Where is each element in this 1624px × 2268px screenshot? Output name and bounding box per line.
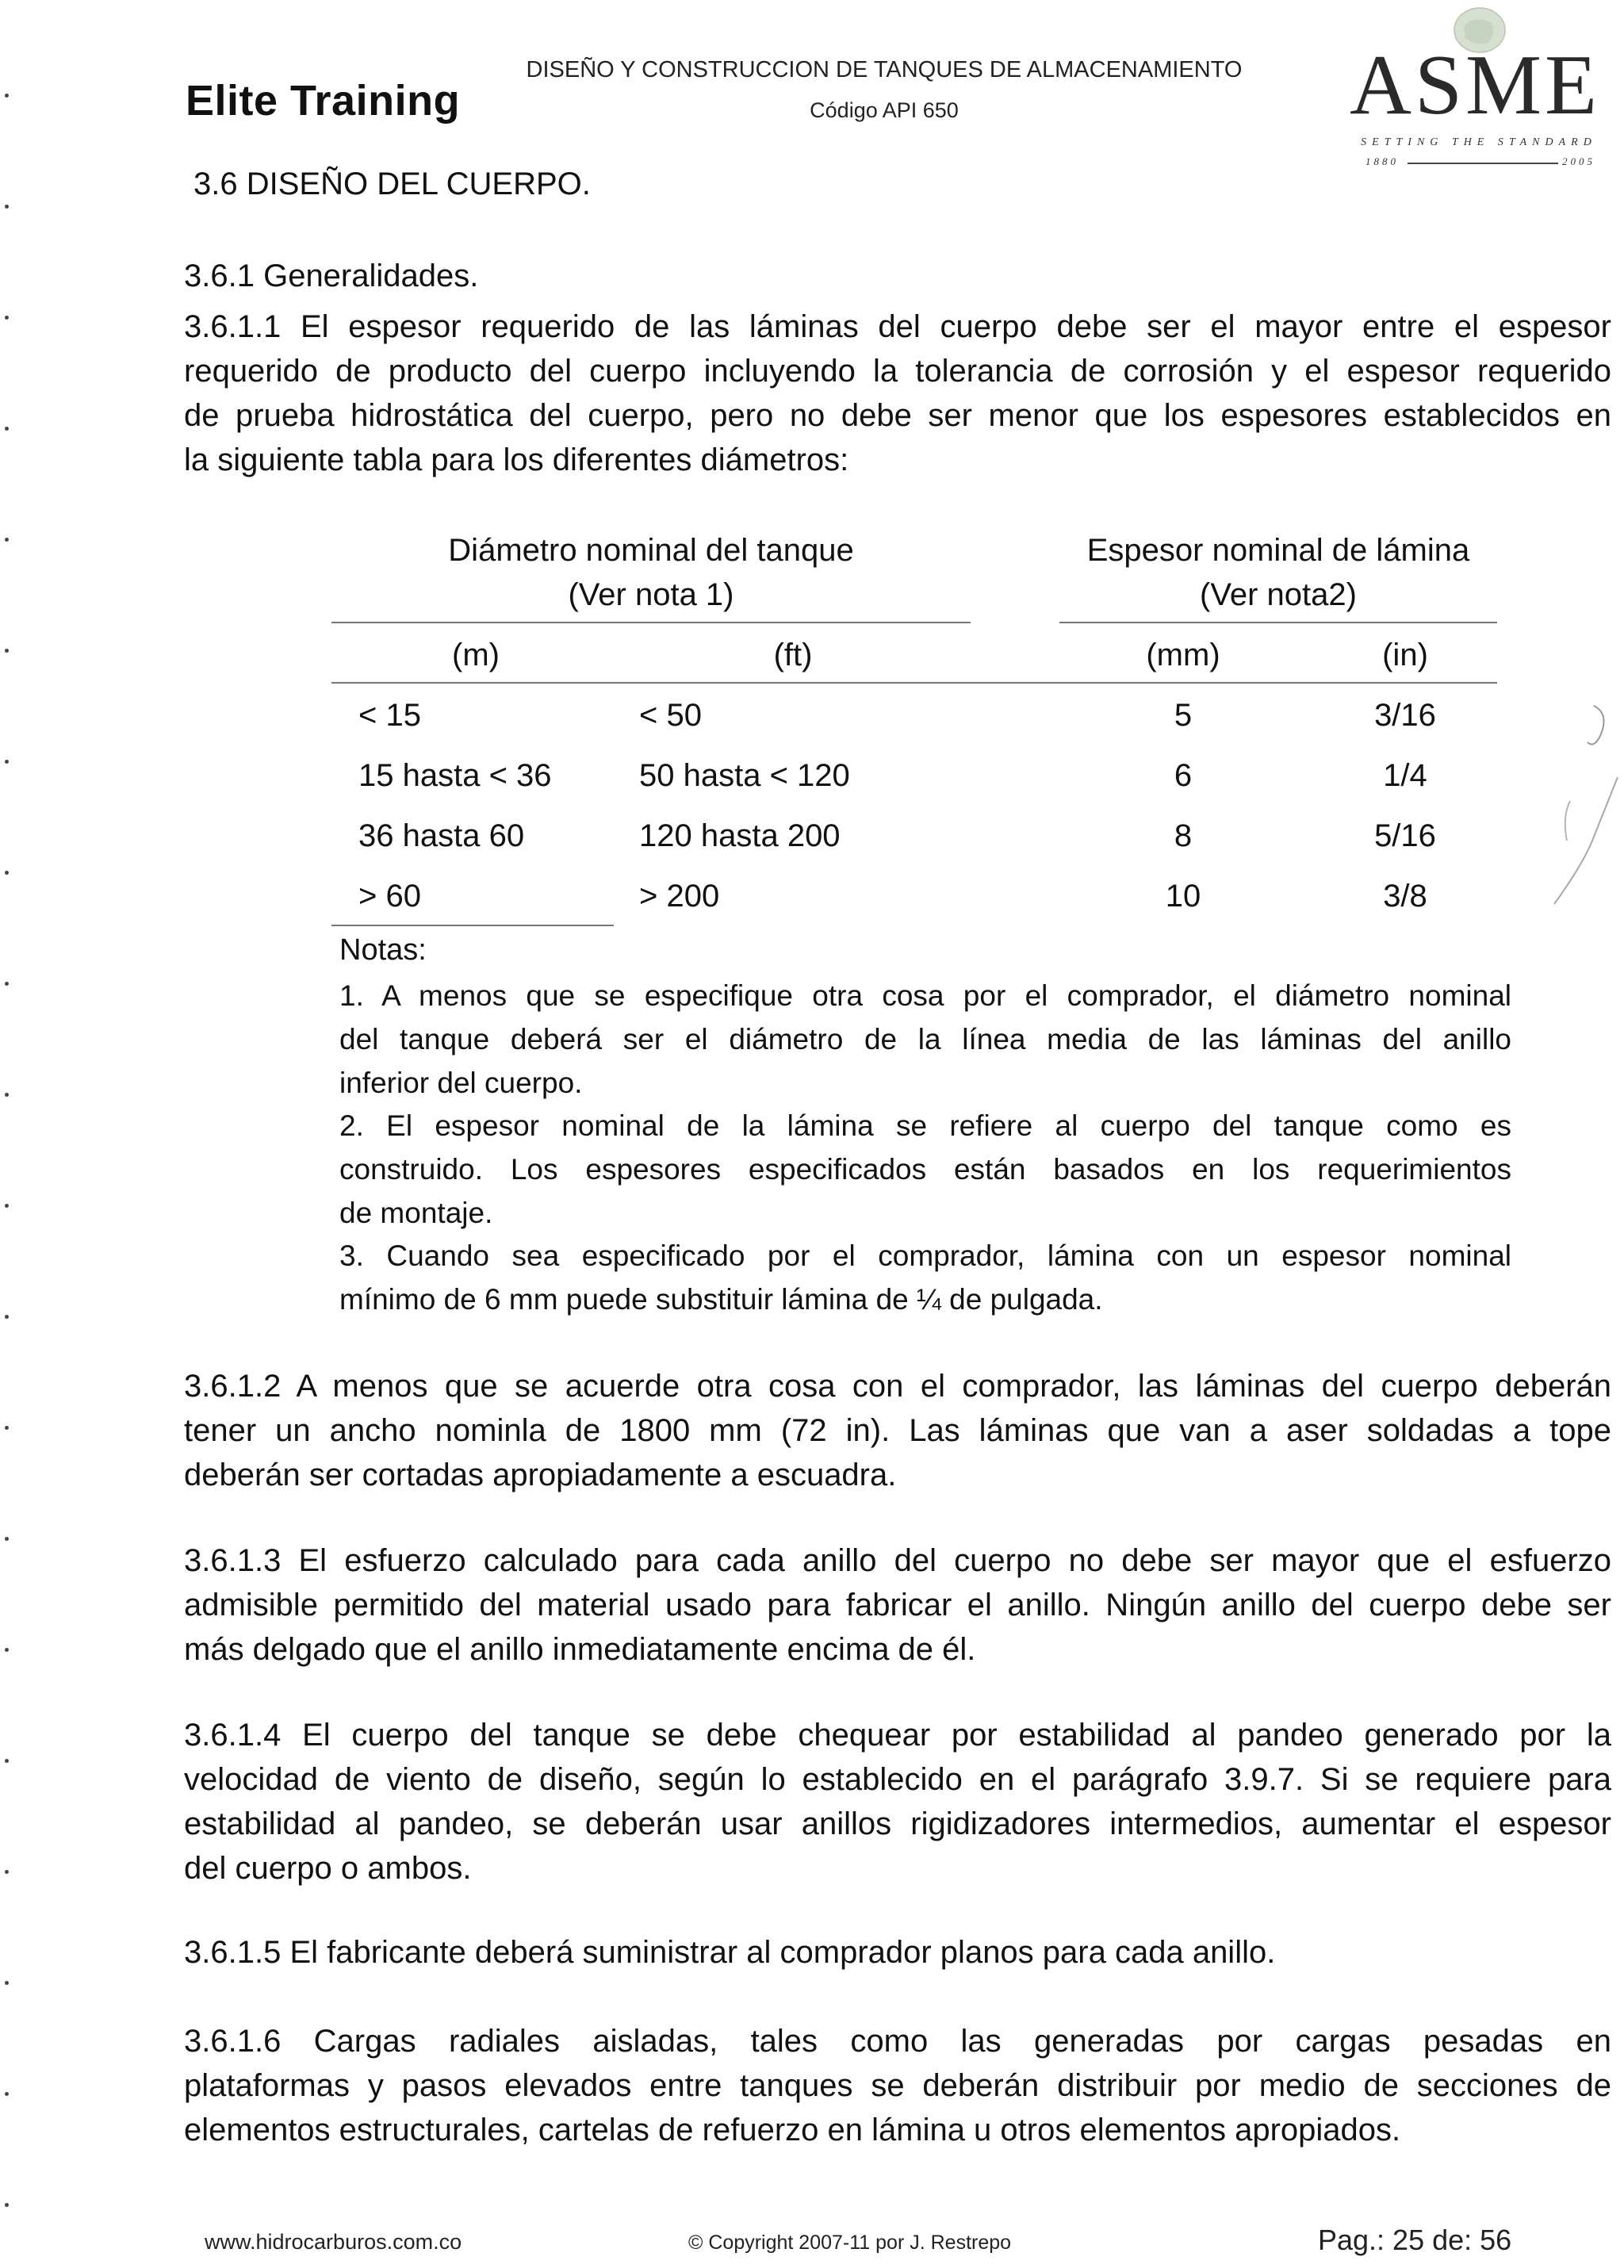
binding-dot (5, 316, 9, 320)
paragraph-3-6-1-1 (184, 305, 1611, 482)
header-line: Diámetro nominal del tanque (448, 533, 854, 568)
table-rule (331, 925, 614, 926)
binding-dot (5, 982, 9, 986)
table-cell: 36 hasta 60 (358, 818, 525, 853)
table-cell: 6 (1174, 758, 1193, 793)
text-line: plataformas y pasos elevados entre tanques se deberán distribuir por medio de secciones de (184, 2068, 1611, 2103)
table-cell: 1/4 (1383, 758, 1427, 793)
binding-dot (5, 1204, 9, 1208)
binding-dot (5, 2092, 9, 2096)
binding-dot (5, 1093, 9, 1097)
text-line: 3.6.1.6 Cargas radiales aisladas, tales como las generadas por cargas pesadas en (184, 2024, 1611, 2059)
logo-year-start: 1880 (1365, 155, 1399, 167)
table-cell: 3/8 (1383, 879, 1427, 914)
text-line: velocidad de viento de diseño, según lo establecido en el parágrafo 3.9.7. Si se requiere para (184, 1762, 1611, 1797)
binding-dot (5, 205, 9, 209)
binding-dot (5, 1981, 9, 1985)
binding-dot (5, 2203, 9, 2207)
brand-title: Elite Training (186, 77, 461, 125)
text-line: 3.6.1.2 A menos que se acuerde otra cosa con el comprador, las láminas del cuerpo deberán (184, 1369, 1611, 1404)
subsection-heading: 3.6.1 Generalidades. (184, 259, 479, 293)
footer-copyright: © Copyright 2007-11 por J. Restrepo (688, 2232, 1012, 2254)
binding-dot (5, 1315, 9, 1319)
text-line: la siguiente tabla para los diferentes diámetros: (184, 442, 849, 477)
text-line: requerido de producto del cuerpo incluyendo la tolerancia de corrosión y el espesor requerido (184, 354, 1611, 389)
text-line: 3.6.1.3 El esfuerzo calculado para cada anillo del cuerpo no debe ser mayor que el esfuerzo (184, 1543, 1611, 1578)
text-line: 1. A menos que se especifique otra cosa por el comprador, el diámetro nominal (339, 979, 1511, 1012)
binding-dot (5, 760, 9, 764)
logo-wordmark: ASME (1349, 38, 1601, 132)
document-title: DISEÑO Y CONSTRUCCION DE TANQUES DE ALMACENAMIENTO (526, 57, 1243, 82)
text-line: tener un ancho nominla de 1800 mm (72 in). Las láminas que van a aser soldadas a tope (184, 1413, 1611, 1448)
binding-dot (5, 871, 9, 875)
table-group-header-thickness (1059, 528, 1497, 617)
text-line: 2. El espesor nominal de la lámina se refiere al cuerpo del tanque como es (339, 1109, 1511, 1142)
text-line: inferior del cuerpo. (339, 1067, 583, 1099)
text-line: 3.6.1.4 El cuerpo del tanque se debe chequear por estabilidad al pandeo generado por la (184, 1718, 1611, 1753)
table-cell: 50 hasta < 120 (639, 758, 850, 793)
header-line: (Ver nota2) (1200, 577, 1357, 612)
unit-header-in: (in) (1382, 638, 1428, 672)
table-rule (1059, 622, 1497, 623)
binding-dot (5, 427, 9, 431)
text-line: del tanque deberá ser el diámetro de la línea media de las láminas del anillo (339, 1023, 1511, 1055)
text-line: construido. Los espesores especificados están basados en los requerimientos (339, 1153, 1511, 1186)
text-line: de montaje. (339, 1197, 493, 1229)
text-line: 3.6.1.1 El espesor requerido de las láminas del cuerpo debe ser el mayor entre el espesor (184, 309, 1611, 344)
header-line: Espesor nominal de lámina (1086, 533, 1470, 568)
binding-dot (5, 1759, 9, 1763)
paragraph-3-6-1-5 (184, 1930, 1611, 1975)
pencil-mark-icon (1507, 682, 1624, 952)
text-line: del cuerpo o ambos. (184, 1851, 472, 1886)
text-line: de prueba hidrostática del cuerpo, pero no debe ser menor que los espesores establecidos en (184, 398, 1611, 433)
table-cell: 5 (1174, 698, 1193, 733)
paragraph-3-6-1-3 (184, 1538, 1611, 1672)
text-line: elementos estructurales, cartelas de refuerzo en lámina u otros elementos apropiados. (184, 2113, 1401, 2147)
table-rule (331, 622, 971, 623)
footer-website: www.hidrocarburos.com.co (205, 2230, 462, 2254)
table-rule (331, 682, 1497, 684)
table-cell: 3/16 (1374, 698, 1436, 733)
text-line: admisible permitido del material usado para fabricar el anillo. Ningún anillo del cuerpo debe ser (184, 1588, 1611, 1622)
text-line: más delgado que el anillo inmediatamente encima de él. (184, 1632, 976, 1667)
text-line: 3.6.1.5 El fabricante deberá suministrar al comprador planos para cada anillo. (184, 1935, 1276, 1970)
document-subtitle: Código API 650 (810, 98, 959, 122)
table-cell: > 60 (358, 879, 421, 914)
unit-header-ft: (ft) (773, 638, 813, 672)
table-cell: 120 hasta 200 (639, 818, 841, 853)
header-line: (Ver nota 1) (568, 577, 734, 612)
logo-year-end: 2005 (1562, 155, 1595, 167)
section-heading: 3.6 DISEÑO DEL CUERPO. (193, 167, 591, 201)
table-group-header-diameter (331, 528, 971, 617)
table-cell: 5/16 (1374, 818, 1436, 853)
paragraph-3-6-1-4 (184, 1713, 1611, 1891)
table-cell: < 15 (358, 698, 421, 733)
logo-rule (1408, 163, 1558, 164)
text-line: deberán ser cortadas apropiadamente a escuadra. (184, 1458, 897, 1492)
table-cell: > 200 (639, 879, 720, 914)
table-cell: < 50 (639, 698, 702, 733)
table-cell: 8 (1174, 818, 1193, 853)
text-line: 3. Cuando sea especificado por el comprador, lámina con un espesor nominal (339, 1239, 1511, 1272)
table-cell: 10 (1165, 879, 1201, 914)
notes-title: Notas: (339, 933, 427, 967)
table-cell: 15 hasta < 36 (358, 758, 552, 793)
binding-dot (5, 1648, 9, 1652)
note-2 (339, 1104, 1511, 1235)
binding-dot (5, 1870, 9, 1874)
binding-dot (5, 94, 9, 98)
logo-tagline: SETTING THE STANDARD (1361, 136, 1597, 148)
binding-dot (5, 1537, 9, 1541)
paragraph-3-6-1-6 (184, 2019, 1611, 2152)
unit-header-m: (m) (452, 638, 500, 672)
binding-dot (5, 538, 9, 542)
text-line: mínimo de 6 mm puede substituir lámina de ¼ de pulgada. (339, 1283, 1103, 1316)
text-line: estabilidad al pandeo, se deberán usar anillos rigidizadores intermedios, aumentar el espesor (184, 1806, 1611, 1841)
paragraph-3-6-1-2 (184, 1364, 1611, 1497)
unit-header-mm: (mm) (1146, 638, 1220, 672)
footer-page-number: Pag.: 25 de: 56 (1318, 2224, 1512, 2256)
note-1 (339, 974, 1511, 1105)
note-3 (339, 1234, 1511, 1321)
binding-dot (5, 649, 9, 653)
binding-dot (5, 1426, 9, 1430)
